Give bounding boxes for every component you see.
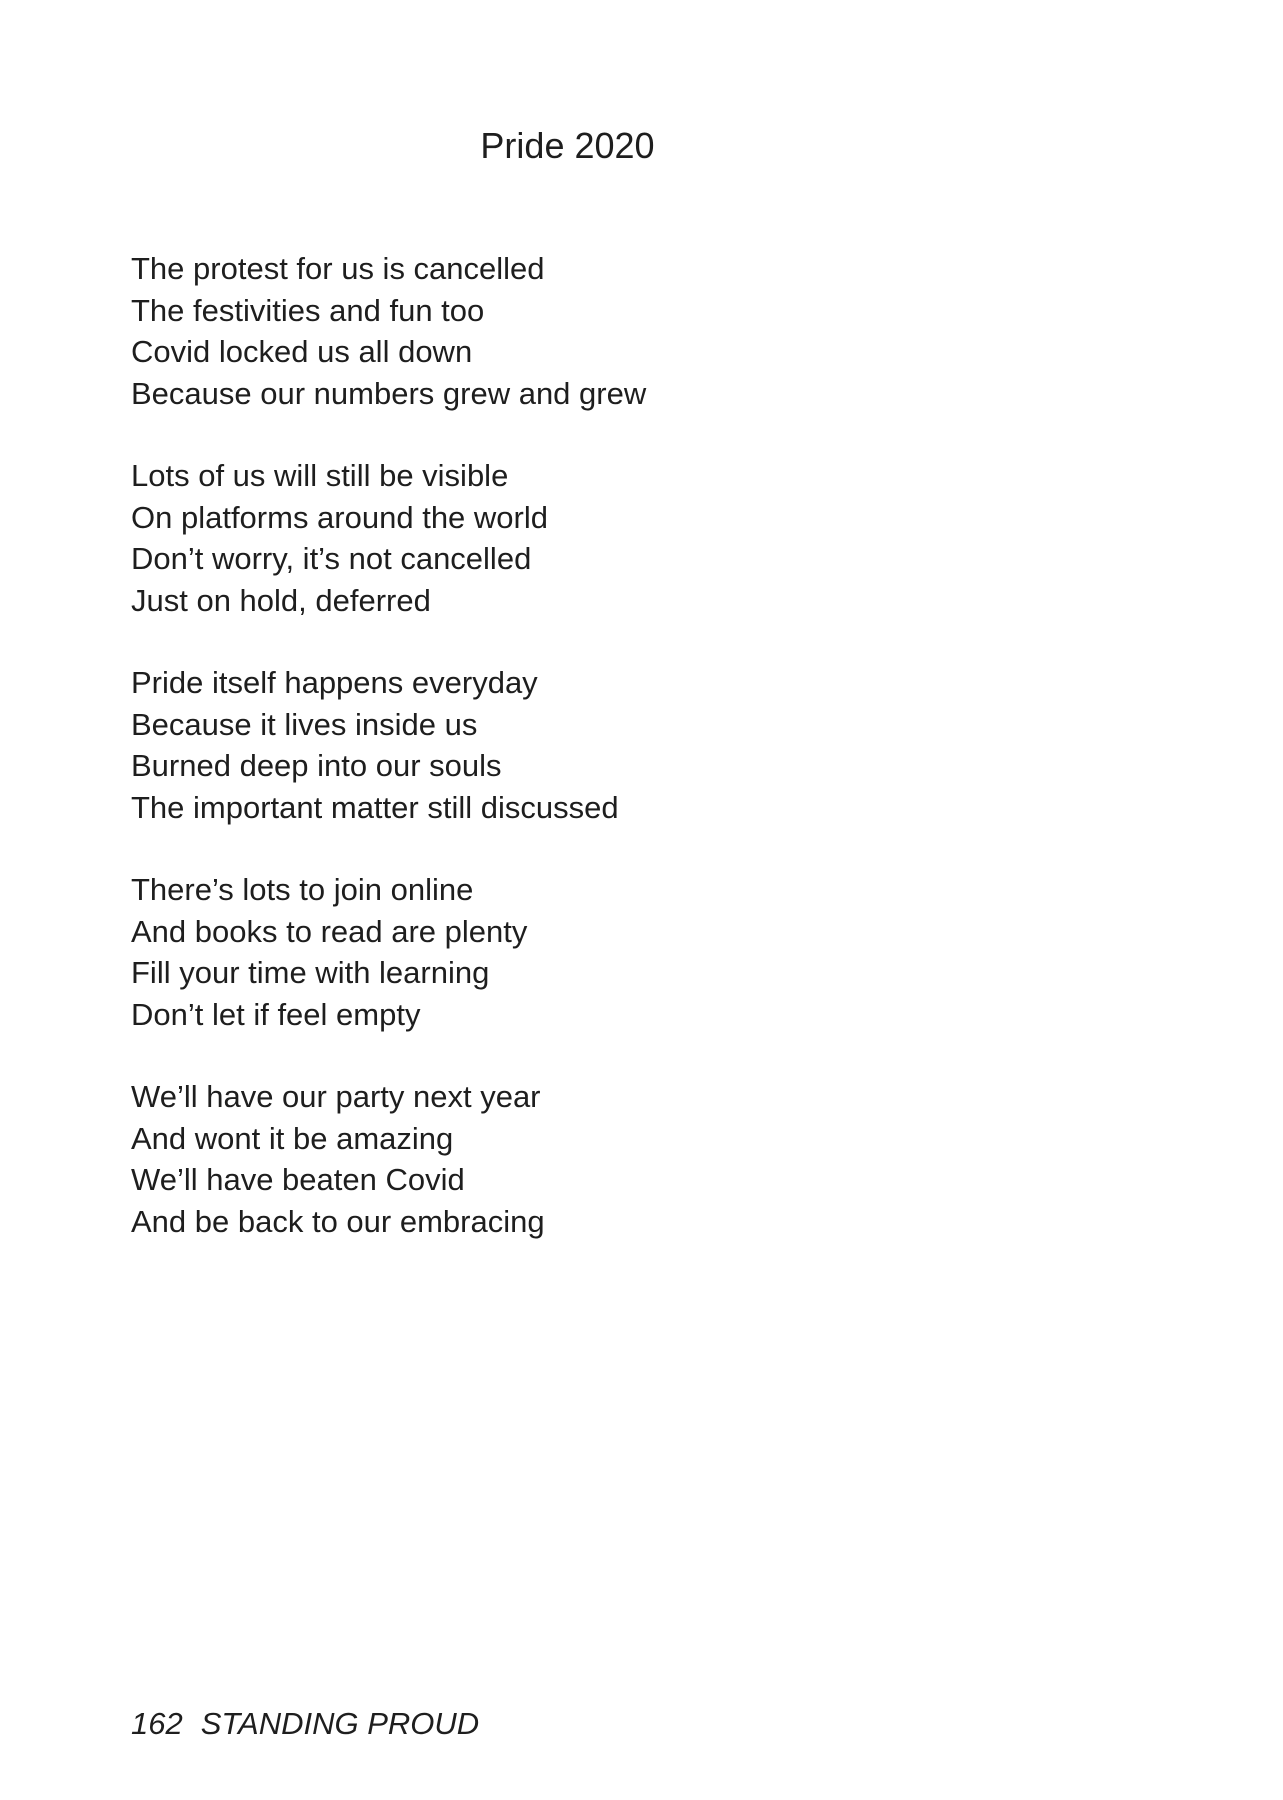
- poem-line: On platforms around the world: [131, 499, 548, 535]
- stanza: [131, 662, 931, 828]
- poem-line: We’ll have beaten Covid: [131, 1162, 465, 1197]
- page-number: 162: [131, 1706, 183, 1741]
- poem-title: Pride 2020: [480, 125, 655, 166]
- poem-line: The important matter still discussed: [131, 789, 619, 825]
- poem-line: The protest for us is cancelled: [131, 251, 545, 286]
- poem-line: Because it lives inside us: [131, 706, 478, 742]
- poem-line: There’s lots to join online: [131, 872, 474, 907]
- poem-line: Burned deep into our souls: [131, 748, 502, 783]
- poem-line: Pride itself happens everyday: [131, 665, 538, 700]
- poem-line: Don’t let if feel empty: [131, 996, 421, 1032]
- poem-line: And wont it be amazing: [131, 1120, 454, 1156]
- poem-line: Covid locked us all down: [131, 334, 473, 369]
- stanza: [131, 248, 931, 414]
- stanza: [131, 1076, 931, 1242]
- stanza: [131, 455, 931, 621]
- poem-line: We’ll have our party next year: [131, 1079, 541, 1114]
- poem-line: The festivities and fun too: [131, 292, 485, 328]
- stanza: [131, 869, 931, 1035]
- poem-body: [131, 248, 931, 1283]
- poem-line: And books to read are plenty: [131, 913, 528, 949]
- poem-line: Don’t worry, it’s not cancelled: [131, 541, 532, 576]
- poem-line: And be back to our embracing: [131, 1203, 545, 1239]
- poem-line: Just on hold, deferred: [131, 582, 431, 618]
- poem-line: Fill your time with learning: [131, 955, 490, 990]
- page-footer: [131, 1704, 479, 1744]
- poem-line: Lots of us will still be visible: [131, 458, 509, 493]
- book-title: STANDING PROUD: [200, 1706, 480, 1741]
- poem-line: Because our numbers grew and grew: [131, 375, 647, 411]
